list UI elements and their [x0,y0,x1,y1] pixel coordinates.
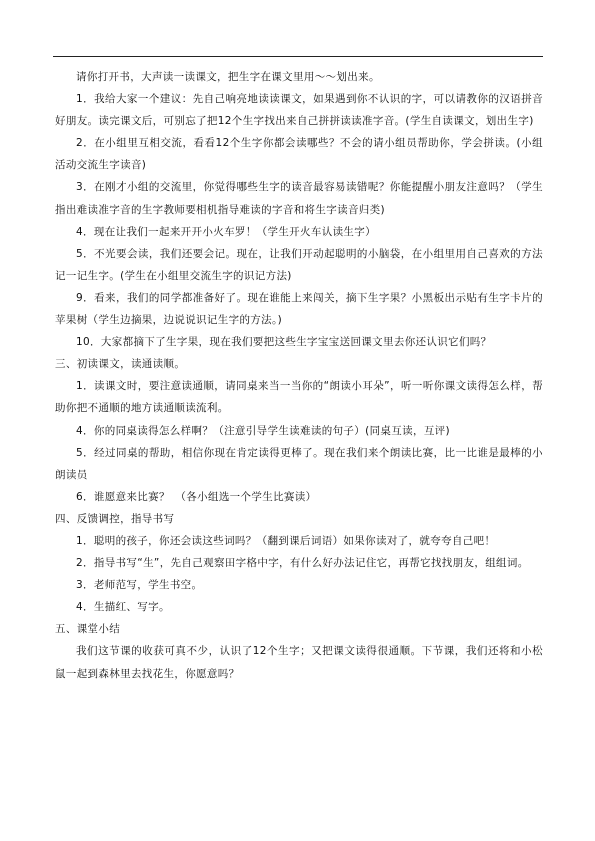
paragraph-open-book: 请你打开书，大声读一读课文，把生字在课文里用～～划出来。 [76,71,380,83]
paragraph-step-1-suggestion: 1．我给大家一个建议：先自己响亮地读读课文，如果遇到你不认识的字，可以请教你的汉语拼音好朋友。读完课文后，可别忘了把12个生字找出来自己拼拼读读准字音。(学生自读课文，划出生字) [55,93,543,128]
paragraph-feedback-2: 2．指导书写“生”，先自己观察田字格中字，有什么好办法记住它，再帮它找找朋友，组组词。 [76,557,529,570]
paragraph-summary: 我们这节课的收获可真不少，认识了12个生字；又把课文读得很通顺。下节课，我们还将和小松鼠一起到森林里去找花生，你愿意吗？ [55,645,543,680]
paragraph-step-4-train: 4．现在让我们一起来开开小火车罗！（学生开火车认读生字） [76,225,376,238]
section-heading-5: 五、课堂小结 [55,623,121,636]
paragraph-step-2-group: 2．在小组里互相交流，看看12个生字你都会读哪些？不会的请小组员帮助你，学会拼读。(小组活动交流生字读音) [55,137,543,172]
paragraph-reading-6: 6．谁愿意来比赛？ （各小组选一个学生比赛读） [76,490,317,503]
paragraph-step-10-return: 10．大家都摘下了生字果，现在我们要把这些生字宝宝送回课文里去你还认识它们吗？ [76,336,492,349]
paragraph-reading-5: 5．经过同桌的帮助，相信你现在肯定读得更棒了。现在我们来个朗读比赛，比一比谁是最棒的小朗读员 [55,446,543,481]
paragraph-feedback-3: 3．老师范写，学生书空。 [76,579,203,592]
paragraph-step-3-hard-sounds: 3．在刚才小组的交流里，你觉得哪些生字的读音最容易读错呢？你能提醒小朋友注意吗？（学生指出难读准字音的生字教师要相机指导难读的字音和将生字读音归类) [55,181,543,216]
paragraph-feedback-1: 1．聪明的孩子，你还会读这些词吗？（翻到课后词语）如果你读对了，就夸夸自己吧！ [76,534,496,547]
paragraph-step-9-apple-tree: 9．看来，我们的同学都准备好了。现在谁能上来闯关，摘下生字果？小黑板出示贴有生字卡片的苹果树（学生边摘果，边说说识记生字的方法。) [55,291,543,327]
section-heading-4: 四、反馈调控，指导书写 [55,512,175,525]
lesson-content [55,66,543,685]
header-rule [53,56,543,57]
paragraph-reading-1: 1．读课文时，要注意读通顺，请同桌来当一当你的“朗读小耳朵”，听一听你课文读得怎么样，帮助你把不通顺的地方读通顺读流利。 [55,380,543,415]
section-heading-3: 三、初读课文，读通读顺。 [55,358,186,371]
paragraph-feedback-4: 4．生描红、写字。 [76,601,170,614]
paragraph-step-5-memorize: 5．不光要会读，我们还要会记。现在，让我们开动起聪明的小脑袋，在小组里用自己喜欢的方法记一记生字。(学生在小组里交流生字的识记方法) [55,247,543,282]
paragraph-reading-4: 4．你的同桌读得怎么样啊？（注意引导学生读难读的句子）(同桌互读，互评) [76,424,450,437]
